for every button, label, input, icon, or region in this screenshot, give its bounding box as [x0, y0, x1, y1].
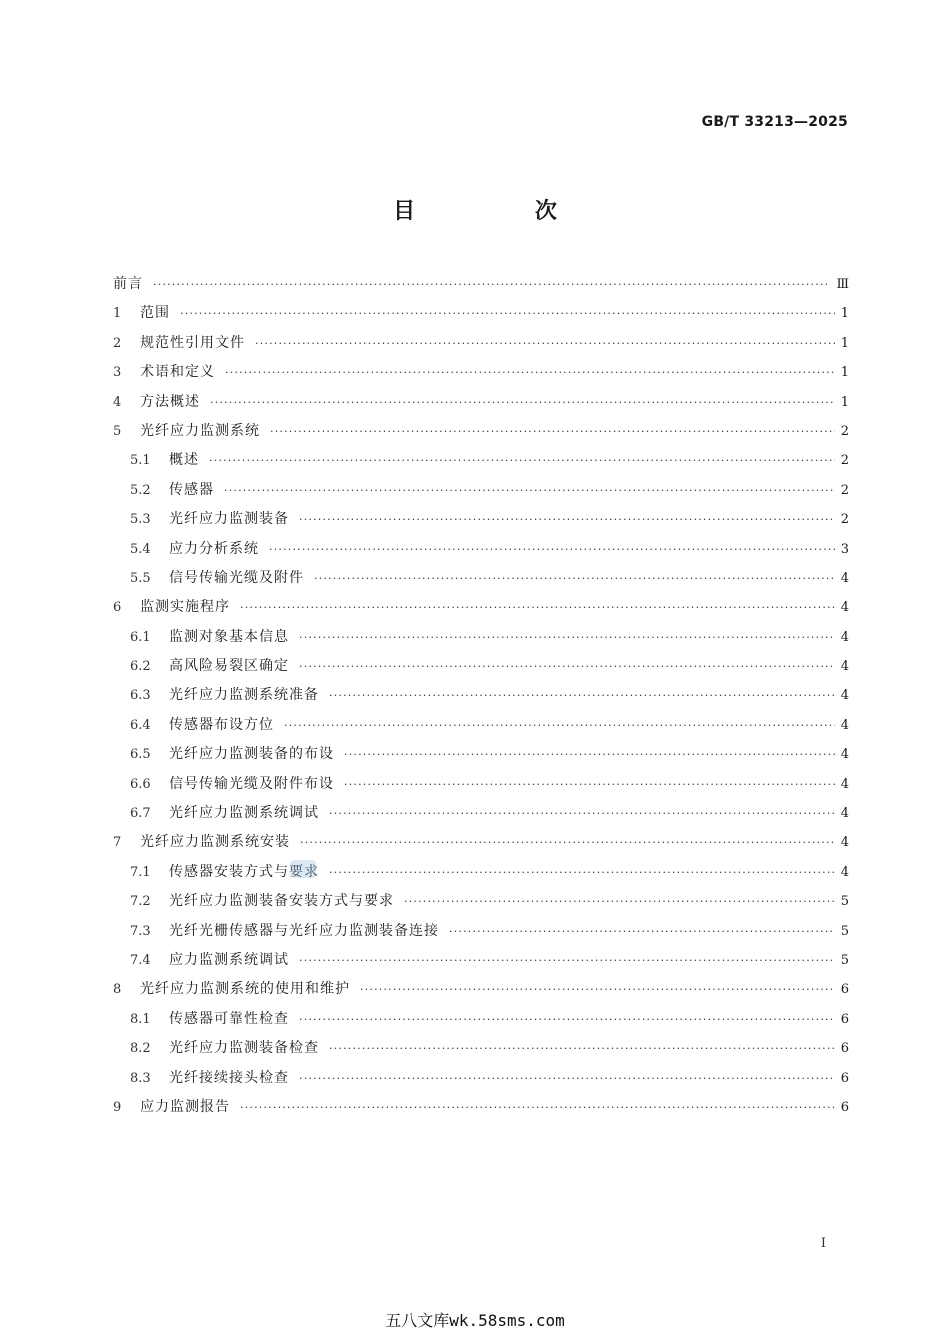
toc-entry-label: 应力监测系统调试: [169, 951, 289, 968]
toc-entry-number: 3: [113, 365, 122, 381]
toc-entry[interactable]: [113, 270, 849, 299]
toc-entry[interactable]: [113, 828, 849, 857]
toc-entry-page: 1: [840, 394, 849, 410]
toc-entry-label: 信号传输光缆及附件布设: [169, 775, 334, 792]
toc-entry-label: 应力分析系统: [169, 540, 259, 557]
toc-entry-page: 2: [840, 482, 849, 498]
toc-leader-dots: [449, 917, 835, 946]
toc-entry[interactable]: [113, 681, 849, 710]
toc-entry[interactable]: [113, 917, 849, 946]
toc-entry-label: 前言: [113, 276, 143, 292]
toc-entry-number: 7.2: [130, 894, 151, 910]
toc-entry-page: 4: [840, 717, 849, 733]
toc-leader-dots: [329, 799, 835, 828]
toc-entry[interactable]: [113, 946, 849, 975]
toc-entry-page: 5: [840, 923, 849, 939]
toc-leader-dots: [225, 358, 835, 387]
toc-entry-page: 4: [840, 659, 849, 675]
toc-entry-label: 规范性引用文件: [140, 334, 245, 351]
toc-leader-dots: [300, 828, 835, 857]
toc-entry-label: 光纤接续接头检查: [169, 1069, 289, 1086]
toc-entry-label: 方法概述: [140, 393, 200, 410]
toc-entry-number: 9: [113, 1099, 122, 1115]
toc-leader-dots: [270, 417, 835, 446]
toc-entry-label: 光纤应力监测系统调试: [169, 805, 319, 822]
toc-entry[interactable]: [113, 505, 849, 534]
toc-leader-dots: [344, 770, 835, 799]
toc-entry-number: 8.3: [130, 1070, 151, 1086]
toc-entry-label: 监测实施程序: [140, 599, 230, 616]
toc-entry-number: 8.1: [130, 1011, 151, 1027]
toc-leader-dots: [299, 1005, 835, 1034]
toc-entry[interactable]: [113, 770, 849, 799]
toc-entry-label: 监测对象基本信息: [169, 628, 289, 645]
toc-entry-label: 光纤应力监测装备的布设: [169, 746, 334, 763]
toc-entry-number: 5.5: [130, 570, 151, 586]
toc-entry-number: 6.6: [130, 776, 151, 792]
toc-entry[interactable]: [113, 1005, 849, 1034]
toc-entry-page: Ⅲ: [836, 277, 849, 292]
toc-entry[interactable]: [113, 740, 849, 769]
toc-entry-label: 传感器可靠性检查: [169, 1010, 289, 1027]
toc-entry-page: 2: [840, 453, 849, 469]
toc-entry[interactable]: [113, 1034, 849, 1063]
toc-entry-page: 6: [840, 1011, 849, 1027]
toc-entry[interactable]: [113, 446, 849, 475]
toc-entry[interactable]: [113, 1093, 849, 1122]
toc-leader-dots: [240, 593, 835, 622]
toc-entry-page: 4: [840, 570, 849, 586]
toc-entry-number: 7.4: [130, 952, 151, 968]
toc-entry-label: 光纤应力监测装备检查: [169, 1040, 319, 1057]
toc-entry-number: 2: [113, 335, 122, 351]
stamp-mark: [290, 860, 316, 878]
toc-entry-page: 5: [840, 952, 849, 968]
toc-entry-number: 6.3: [130, 688, 151, 704]
toc-entry-number: 4: [113, 394, 122, 410]
toc-entry-label: 光纤应力监测系统的使用和维护: [140, 981, 350, 998]
toc-leader-dots: [360, 975, 835, 1004]
toc-entry-number: 7: [113, 835, 122, 851]
toc-entry-label: 概述: [169, 452, 199, 469]
toc-entry[interactable]: [113, 299, 849, 328]
toc-leader-dots: [314, 564, 835, 593]
toc-entry-page: 4: [840, 776, 849, 792]
toc-entry-number: 5.1: [130, 453, 151, 469]
toc-entry-number: 8.2: [130, 1041, 151, 1057]
toc-entry-label: 光纤光栅传感器与光纤应力监测装备连接: [169, 922, 439, 939]
toc-entry-page: 2: [840, 512, 849, 528]
toc-leader-dots: [180, 299, 835, 328]
toc-entry[interactable]: [113, 975, 849, 1004]
toc-entry-page: 4: [840, 747, 849, 763]
toc-entry[interactable]: [113, 593, 849, 622]
toc-entry[interactable]: [113, 358, 849, 387]
toc-entry[interactable]: [113, 564, 849, 593]
toc-entry-page: 2: [840, 423, 849, 439]
toc-entry-page: 1: [840, 365, 849, 381]
toc-leader-dots: [255, 329, 835, 358]
standard-number: GB/T 33213—2025: [701, 114, 848, 130]
toc-entry-number: 7.1: [130, 864, 151, 880]
toc-entry-number: 6.7: [130, 806, 151, 822]
toc-entry[interactable]: [113, 535, 849, 564]
toc-leader-dots: [299, 623, 835, 652]
toc-entry-number: 5: [113, 423, 122, 439]
toc-entry[interactable]: [113, 417, 849, 446]
watermark-text: 五八文库wk.58sms.com: [385, 1311, 565, 1330]
toc-entry-number: 5.3: [130, 512, 151, 528]
toc-entry-label: 光纤应力监测装备: [169, 511, 289, 528]
toc-leader-dots: [404, 887, 835, 916]
toc-entry-number: 8: [113, 982, 122, 998]
page-number: I: [820, 1236, 826, 1251]
toc-entry-label: 光纤应力监测系统: [140, 422, 260, 439]
toc-entry[interactable]: [113, 1064, 849, 1093]
toc-entry-page: 4: [840, 806, 849, 822]
toc-entry-page: 4: [840, 835, 849, 851]
toc-entry-label: 光纤应力监测系统准备: [169, 687, 319, 704]
toc-leader-dots: [209, 446, 835, 475]
toc-entry-number: 5.4: [130, 541, 151, 557]
toc-entry-label: 应力监测报告: [140, 1098, 230, 1115]
toc-leader-dots: [210, 388, 835, 417]
toc-entry-page: 1: [840, 335, 849, 351]
toc-entry[interactable]: [113, 858, 849, 887]
toc-entry-page: 4: [840, 864, 849, 880]
toc-leader-dots: [299, 652, 835, 681]
toc-entry-page: 6: [840, 1041, 849, 1057]
toc-leader-dots: [299, 1064, 835, 1093]
toc-leader-dots: [269, 535, 835, 564]
toc-entry-label: 范围: [140, 305, 170, 322]
toc-entry[interactable]: [113, 887, 849, 916]
toc-entry-number: 5.2: [130, 482, 151, 498]
toc-entry-label: 传感器布设方位: [169, 716, 274, 733]
toc-entry-page: 5: [840, 894, 849, 910]
toc-entry-page: 6: [840, 1099, 849, 1115]
toc-entry[interactable]: [113, 623, 849, 652]
toc-leader-dots: [329, 681, 835, 710]
toc-entry-page: 4: [840, 688, 849, 704]
toc-leader-dots: [240, 1093, 835, 1122]
toc-entry-label: 信号传输光缆及附件: [169, 569, 304, 586]
page-title: 目 次: [393, 199, 613, 224]
toc-entry-number: 6.2: [130, 659, 151, 675]
toc-entry-page: 3: [840, 541, 849, 557]
toc-entry-page: 4: [840, 629, 849, 645]
toc-entry-number: 6.4: [130, 717, 151, 733]
toc-entry[interactable]: [113, 799, 849, 828]
toc-entry[interactable]: [113, 388, 849, 417]
toc-entry[interactable]: [113, 652, 849, 681]
toc-leader-dots: [224, 476, 835, 505]
toc-entry-label: 传感器: [169, 481, 214, 498]
toc-entry-page: 6: [840, 982, 849, 998]
toc-leader-dots: [284, 711, 835, 740]
toc-entry-page: 4: [840, 600, 849, 616]
toc-entry[interactable]: [113, 711, 849, 740]
toc-entry-label: 高风险易裂区确定: [169, 658, 289, 675]
toc-entry-label: 光纤应力监测系统安装: [140, 834, 290, 851]
toc-entry-number: 6: [113, 600, 122, 616]
toc-entry[interactable]: [113, 329, 849, 358]
toc-leader-dots: [329, 1034, 835, 1063]
table-of-contents: [113, 270, 849, 1122]
toc-leader-dots: [153, 270, 830, 299]
toc-entry-label: 光纤应力监测装备安装方式与要求: [169, 893, 394, 910]
toc-entry-number: 6.1: [130, 629, 151, 645]
toc-entry-label: 传感器安装方式与要求: [169, 863, 319, 880]
toc-entry[interactable]: [113, 476, 849, 505]
toc-leader-dots: [299, 946, 835, 975]
toc-entry-number: 7.3: [130, 923, 151, 939]
toc-entry-number: 1: [113, 306, 122, 322]
toc-leader-dots: [329, 858, 835, 887]
toc-leader-dots: [299, 505, 835, 534]
toc-entry-page: 1: [840, 306, 849, 322]
toc-leader-dots: [344, 740, 835, 769]
toc-entry-number: 6.5: [130, 747, 151, 763]
toc-entry-page: 6: [840, 1070, 849, 1086]
toc-entry-label: 术语和定义: [140, 364, 215, 381]
